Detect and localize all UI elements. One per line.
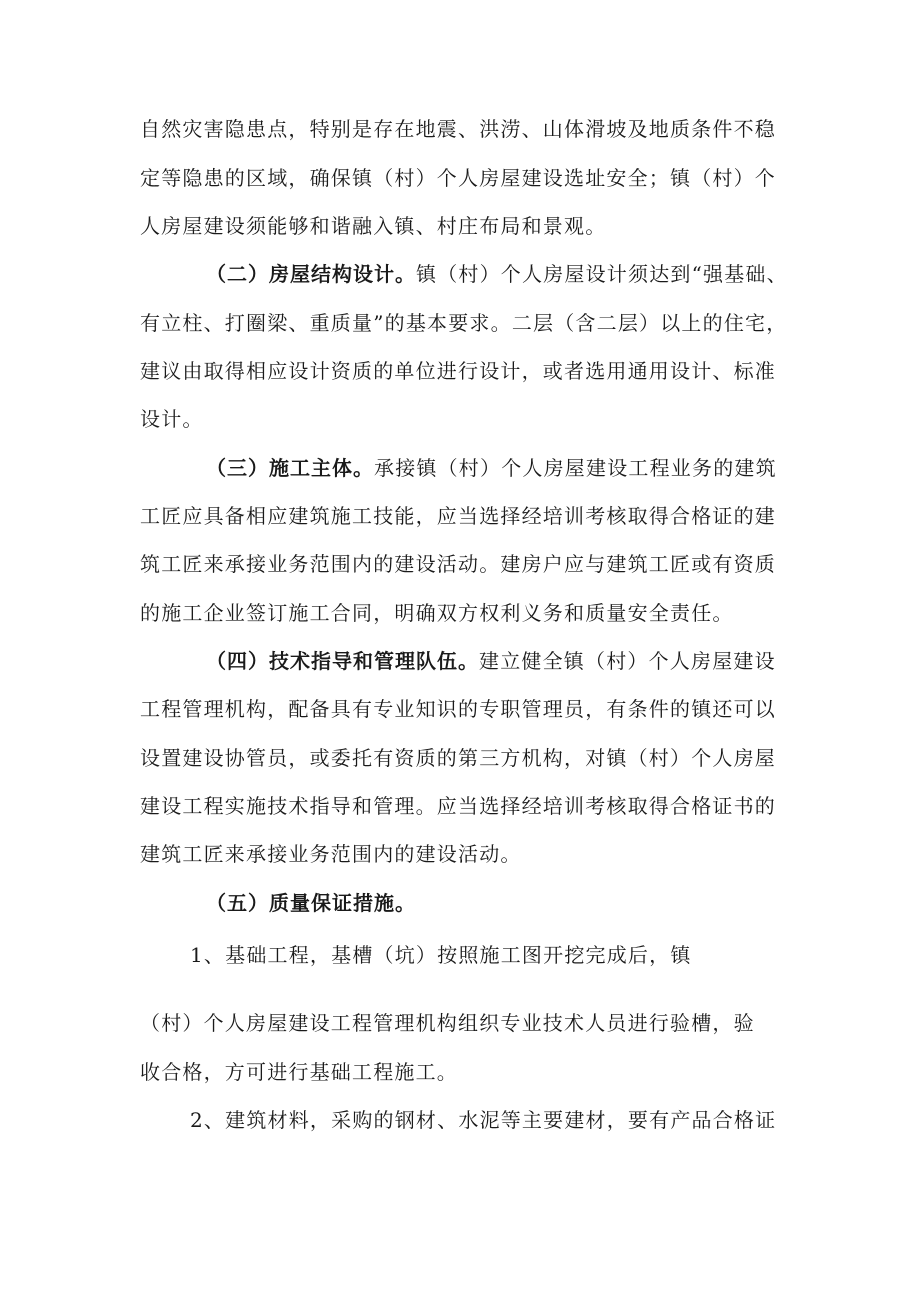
text-line: 自然灾害隐患点，特别是存在地震、洪涝、山体滑坡及地质条件不稳 [140, 117, 776, 141]
text-line: 建议由取得相应设计资质的单位进行设计，或者选用通用设计、标准 [140, 359, 776, 383]
section-heading-5: （五）质量保证措施。 [206, 891, 416, 915]
section-heading-2: （二）房屋结构设计。镇（村）个人房屋设计须达到“强基础、 [206, 262, 788, 286]
text-line: 设置建设协管员，或委托有资质的第三方机构，对镇（村）个人房屋 [140, 746, 776, 770]
text-line: 工匠应具备相应建筑施工技能，应当选择经培训考核取得合格证的建 [140, 504, 776, 528]
text-line: 人房屋建设须能够和谐融入镇、村庄布局和景观。 [140, 214, 607, 238]
text-line: 工程管理机构，配备具有专业知识的专职管理员，有条件的镇还可以 [140, 697, 776, 721]
text-line: 的施工企业签订施工合同，明确双方权利义务和质量安全责任。 [140, 601, 734, 625]
section-heading-3: （三）施工主体。承接镇（村）个人房屋建设工程业务的建筑 [206, 456, 777, 480]
text-line: 收合格，方可进行基础工程施工。 [140, 1060, 458, 1084]
text-line: 建设工程实施技术指导和管理。应当选择经培训考核取得合格证书的 [140, 794, 776, 818]
text-line: 筑工匠来承接业务范围内的建设活动。建房户应与建筑工匠或有资质 [140, 552, 776, 576]
text-line: 设计。 [140, 407, 204, 431]
list-item-1: 1、基础工程，基槽（坑）按照施工图开挖完成后，镇 [190, 943, 692, 967]
text-line: （村）个人房屋建设工程管理机构组织专业技术人员进行验槽，验 [140, 1011, 755, 1035]
list-item-2: 2、建筑材料，采购的钢材、水泥等主要建材，要有产品合格证 [190, 1108, 777, 1132]
text-line: 定等隐患的区域，确保镇（村）个人房屋建设选址安全；镇（村）个 [140, 166, 776, 190]
text-line: 建筑工匠来承接业务范围内的建设活动。 [140, 842, 522, 866]
text-line: 有立柱、打圈梁、重质量”的基本要求。二层（含二层）以上的住宅， [140, 311, 788, 335]
section-heading-4: （四）技术指导和管理队伍。建立健全镇（村）个人房屋建设 [206, 649, 776, 673]
